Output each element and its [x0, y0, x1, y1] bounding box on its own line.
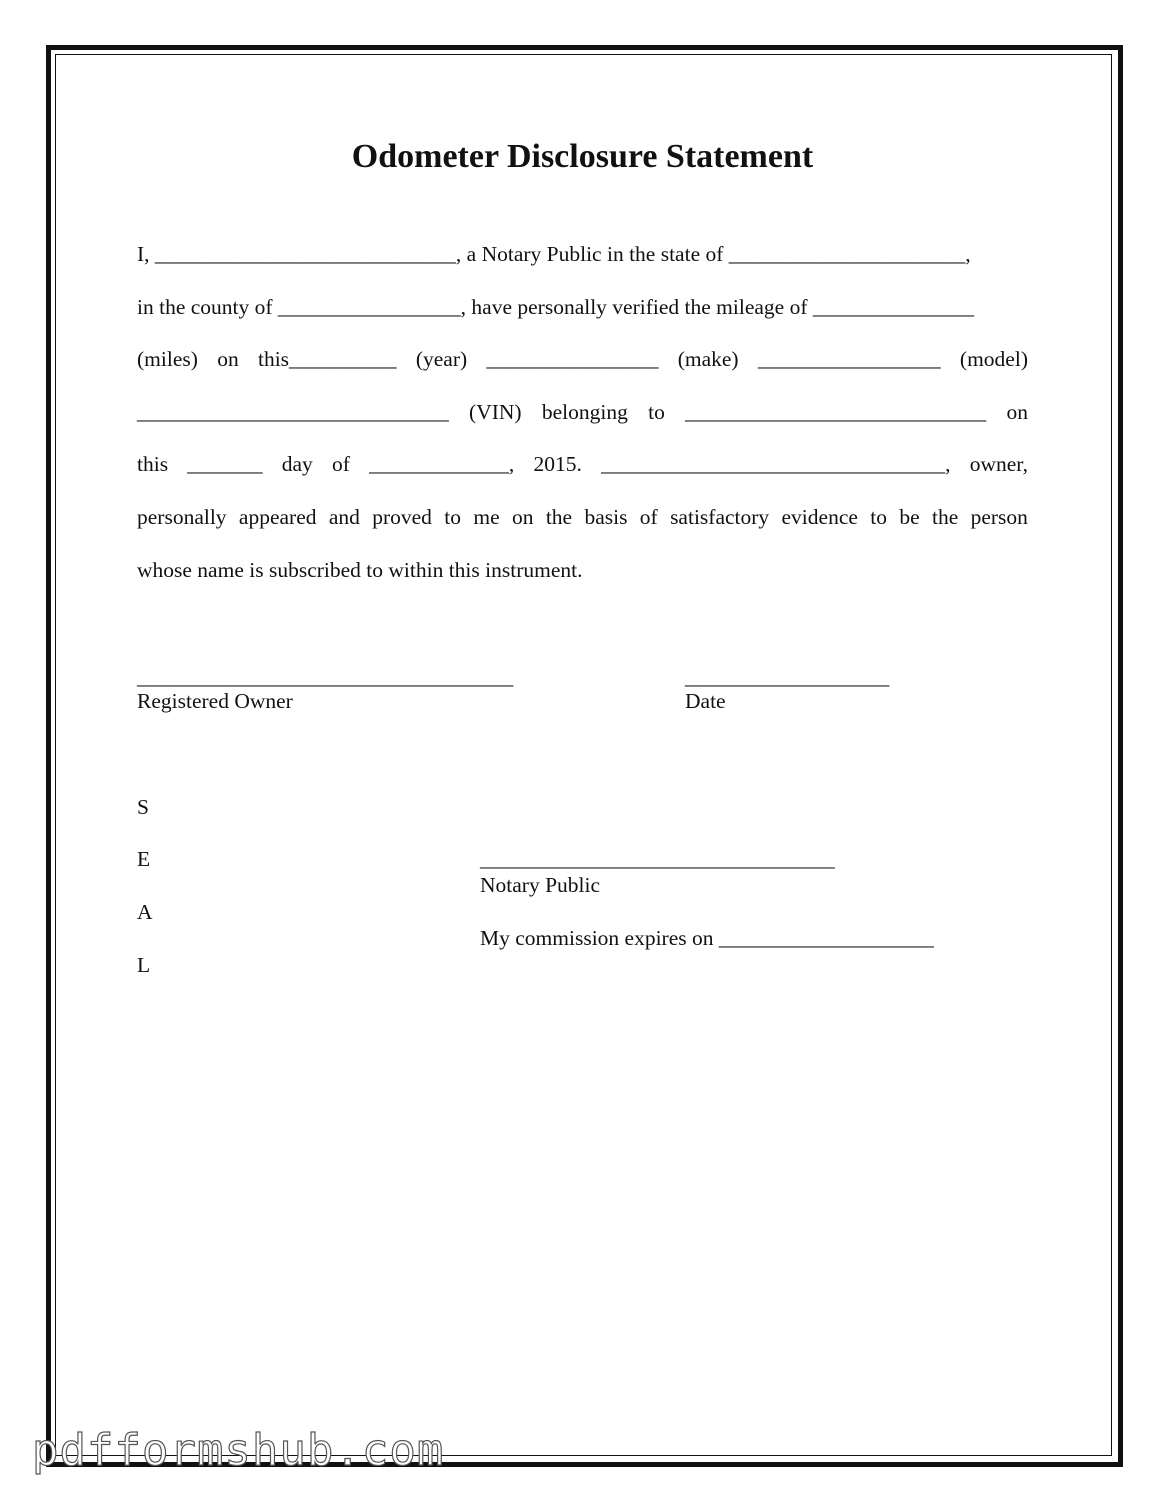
paragraph-line-1: I, ____________________________, a Notary Public in the state of ______________________,: [137, 242, 971, 266]
date-label: Date: [685, 689, 726, 713]
seal-letter-e: E: [137, 847, 151, 871]
document-title: Odometer Disclosure Statement: [351, 138, 814, 175]
seal-letter-a: A: [137, 900, 153, 924]
owner-signature-line: ___________________________________: [137, 665, 514, 689]
notary-public-label: Notary Public: [480, 873, 601, 897]
paragraph-line-5: this _______ day of _____________, 2015. ________________________________, owner,: [137, 452, 1028, 476]
owner-signature-label: Registered Owner: [137, 689, 293, 713]
paragraph-line-3: (miles) on this__________ (year) ________________ (make) _________________ (model): [137, 347, 1028, 371]
notary-signature-line: _________________________________: [480, 847, 835, 871]
paragraph-line-2: in the county of _________________, have personally verified the mileage of _______________: [137, 295, 975, 319]
commission-expires-text: My commission expires on ____________________: [480, 926, 934, 950]
seal-letter-l: L: [137, 953, 151, 977]
paragraph-line-4: _____________________________ (VIN) belonging to ____________________________ on: [137, 400, 1028, 424]
paragraph-line-6: personally appeared and proved to me on the basis of satisfactory evidence to be the person: [137, 505, 1028, 529]
seal-letter-s: S: [137, 795, 149, 819]
date-signature-line: ___________________: [685, 665, 890, 689]
paragraph-line-7: whose name is subscribed to within this instrument.: [137, 558, 583, 582]
watermark-text: pdfformshub.com: [32, 1425, 445, 1476]
